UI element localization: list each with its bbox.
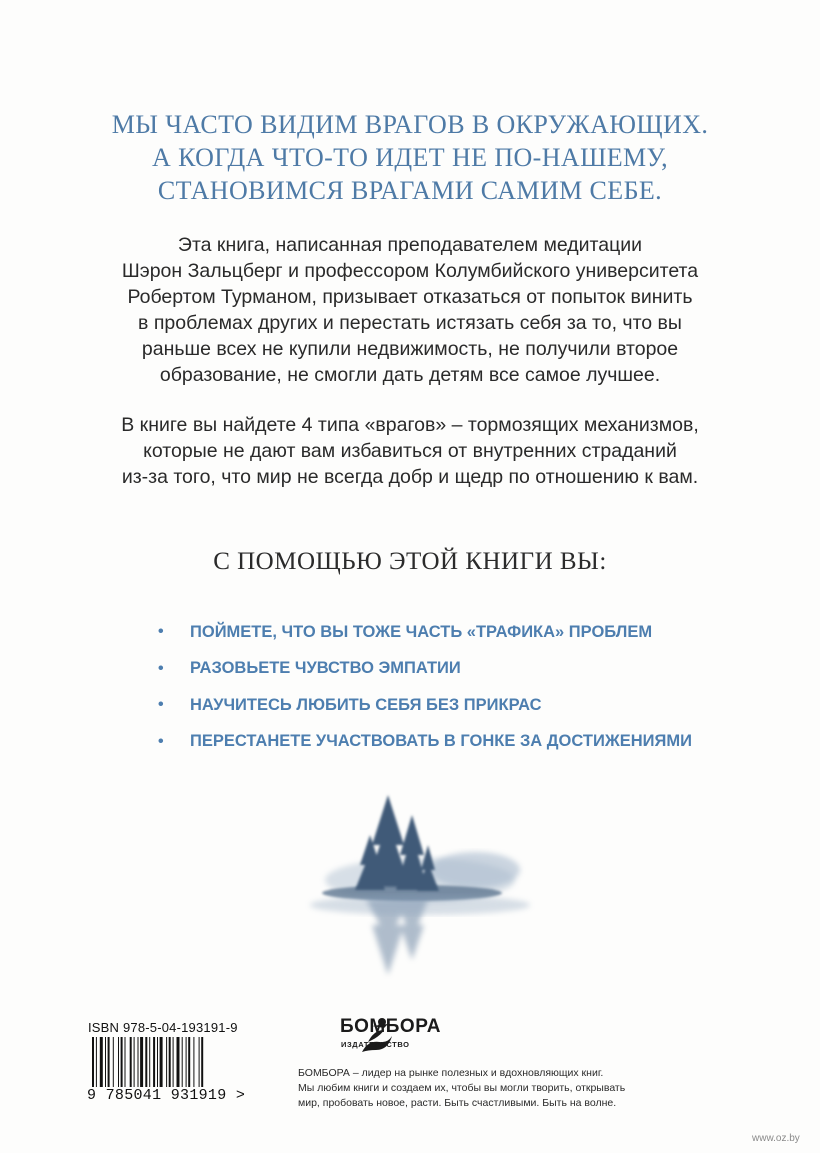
- publisher-description-line: Мы любим книги и создаем их, чтобы вы могли творить, открывать: [298, 1082, 626, 1094]
- paragraph-line: в проблемах других и перестать истязать себя за то, что вы: [138, 312, 682, 334]
- headline: [0, 108, 820, 207]
- barcode-bar: [188, 1037, 190, 1087]
- benefit-item: [158, 687, 778, 724]
- bullet-icon: •: [158, 696, 164, 714]
- barcode-bar: [173, 1037, 174, 1087]
- barcode-bar: [199, 1037, 200, 1087]
- headline-line: А КОГДА ЧТО-ТО ИДЕТ НЕ ПО-НАШЕМУ,: [152, 143, 668, 172]
- watercolor-lake-trees-icon: [300, 775, 540, 985]
- barcode-bar: [201, 1037, 203, 1087]
- description-paragraph-2: [0, 412, 820, 490]
- barcode-bar: [140, 1037, 143, 1087]
- barcode-bar: [177, 1037, 180, 1087]
- paragraph-line: образование, не смогли дать детям все самое лучшее.: [159, 364, 661, 386]
- barcode-bar: [157, 1037, 158, 1087]
- barcode-bar: [108, 1037, 110, 1087]
- barcode-bar: [92, 1037, 94, 1087]
- benefit-text: ПОЙМЕТЕ, ЧТО ВЫ ТОЖЕ ЧАСТЬ «ТРАФИКА» ПРОБЛЕМ: [190, 622, 653, 641]
- barcode-bar: [121, 1037, 123, 1087]
- publisher-description-line: БОМБОРА – лидер на рынке полезных и вдохновляющих книг.: [298, 1067, 604, 1079]
- barcode-digits: 9 785041 931919 >: [87, 1087, 246, 1104]
- paragraph-line: Робертом Турманом, призывает отказаться от попыток винить: [127, 286, 693, 308]
- barcode-bar: [125, 1037, 126, 1087]
- barcode-bar: [100, 1037, 103, 1087]
- paragraph-line: Шэрон Зальцберг и профессором Колумбийского университета: [121, 260, 699, 282]
- benefits-list: [158, 614, 778, 760]
- benefit-item: [158, 614, 778, 651]
- bullet-icon: •: [158, 659, 164, 677]
- barcode-bar: [105, 1037, 106, 1087]
- watermark: www.oz.by: [752, 1133, 800, 1144]
- barcode-bar: [134, 1037, 135, 1087]
- description-paragraph-1: [0, 232, 820, 388]
- paragraph-line: которые не дают вам избавиться от внутренних страданий: [143, 440, 677, 462]
- publisher-description-line: мир, пробовать новое, расти. Быть счастливыми. Быть на волне.: [298, 1097, 617, 1109]
- paragraph-line: из-за того, что мир не всегда добр и щедр по отношению к вам.: [121, 466, 699, 488]
- barcode-bar: [169, 1037, 171, 1087]
- paragraph-line: В книге вы найдете 4 типа «врагов» – тормозящих механизмов,: [121, 414, 699, 436]
- barcode-bar: [130, 1037, 132, 1087]
- barcode-bar: [166, 1037, 167, 1087]
- barcode-bar: [96, 1037, 97, 1087]
- bullet-icon: •: [158, 732, 164, 750]
- paragraph-line: раньше всех не купили недвижимость, не получили второе: [141, 338, 679, 360]
- barcode: [90, 1037, 260, 1089]
- barcode-bar: [118, 1037, 119, 1087]
- benefits-title: С ПОМОЩЬЮ ЭТОЙ КНИГИ ВЫ:: [213, 548, 607, 575]
- barcode-bar: [193, 1037, 194, 1087]
- benefit-text: НАУЧИТЕСЬ ЛЮБИТЬ СЕБЯ БЕЗ ПРИКРАС: [190, 695, 542, 714]
- barcode-bar: [153, 1037, 155, 1087]
- benefit-text: ПЕРЕСТАНЕТЕ УЧАСТВОВАТЬ В ГОНКЕ ЗА ДОСТИЖЕНИЯМИ: [190, 732, 692, 751]
- barcode-bar: [182, 1037, 183, 1087]
- headline-line: СТАНОВИМСЯ ВРАГАМИ САМИМ СЕБЕ.: [157, 176, 663, 205]
- bullet-icon: •: [158, 623, 164, 641]
- barcode-bar: [186, 1037, 187, 1087]
- headline-line: МЫ ЧАСТО ВИДИМ ВРАГОВ В ОКРУЖАЮЩИХ.: [111, 110, 709, 139]
- benefit-text: РАЗОВЬЕТЕ ЧУВСТВО ЭМПАТИИ: [190, 659, 461, 678]
- benefit-item: [158, 651, 778, 688]
- barcode-bar: [160, 1037, 163, 1087]
- benefit-item: [158, 724, 778, 761]
- barcode-bar: [145, 1037, 147, 1087]
- barcode-bar: [138, 1037, 139, 1087]
- publisher-description: [298, 1066, 628, 1111]
- isbn-label: ISBN 978-5-04-193191-9: [88, 1020, 238, 1035]
- publisher-subtitle: ИЗДАТЕЛЬСТВО: [341, 1040, 410, 1049]
- paragraph-line: Эта книга, написанная преподавателем медитации: [177, 234, 643, 256]
- barcode-bar: [149, 1037, 150, 1087]
- publisher-name: БОМБОРА: [340, 1016, 441, 1037]
- barcode-bar: [113, 1037, 114, 1087]
